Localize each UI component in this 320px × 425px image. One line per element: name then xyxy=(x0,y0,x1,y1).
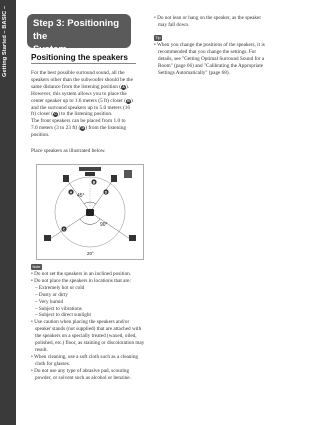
tv-icon xyxy=(79,167,101,171)
angle-label-20: 20° xyxy=(87,251,94,256)
front-right-speaker-icon xyxy=(111,175,117,182)
note-subitem: – Subject to direct sunlight xyxy=(35,312,91,319)
note-item-cont: may fall down. xyxy=(158,21,190,28)
diagram-marker-a xyxy=(68,189,73,194)
section-title: Positioning the speakers xyxy=(31,53,128,62)
step-heading-line2: System xyxy=(33,44,67,55)
marker-a: A xyxy=(122,84,125,89)
svg-text:B: B xyxy=(92,180,96,185)
intro-paragraph xyxy=(31,70,141,139)
note-subitem: – Subject to vibrations xyxy=(35,305,82,312)
angle-label-90: 90° xyxy=(100,222,108,228)
marker-b: B xyxy=(127,98,130,103)
center-speaker-icon xyxy=(85,172,95,176)
marker-c: C xyxy=(54,112,57,117)
tips-list xyxy=(154,42,287,77)
intro-line: The front speakers can be placed from 1.0 to xyxy=(31,118,126,125)
note-item: • Use caution when placing the speakers and/or xyxy=(31,319,130,326)
tip-item-cont: details, see "Getting Optimal Surround Sound for a xyxy=(158,55,265,62)
subwoofer-icon xyxy=(124,170,132,178)
svg-text:A: A xyxy=(69,190,73,195)
intro-line: center speaker up to 1.6 meters (5 ft) closer (B) xyxy=(31,97,133,104)
side-tab xyxy=(0,0,16,425)
surround-right-speaker-icon xyxy=(129,235,136,241)
side-tab-label: Getting Started – BASIC – xyxy=(2,6,8,78)
svg-text:C: C xyxy=(62,227,66,232)
tip-item: • When you change the positions of the speakers, it is xyxy=(154,42,265,48)
intro-line: position. xyxy=(31,132,50,139)
note-subitem: – Very humid xyxy=(35,298,64,305)
intro-line: same distance from the listening position (A). xyxy=(31,83,130,90)
note-item-cont: polished, etc.) floor, as staining or discoloration may xyxy=(35,340,145,347)
front-left-speaker-icon xyxy=(63,175,69,182)
note-item-cont: result. xyxy=(35,346,48,353)
place-text: Place speakers as illustrated below. xyxy=(31,148,106,154)
step-heading xyxy=(27,14,131,55)
marker-d: D xyxy=(81,126,85,131)
speaker-placement-diagram xyxy=(36,164,144,260)
note-item-cont: the speakers on a specially treated (waxed, oiled, xyxy=(35,333,137,340)
intro-line: For the best possible surround sound, all the xyxy=(31,70,125,76)
note-item: • Do not use any type of abrasive pad, scouring xyxy=(31,367,130,374)
tip-label: Tip xyxy=(155,36,161,40)
intro-line: and the surround speakers up to 5.0 meters (16 xyxy=(31,104,130,111)
note-item-cont: speaker stands (not supplied) that are attached with xyxy=(35,326,142,333)
note-item: • When cleaning, use a soft cloth such as a cleaning xyxy=(31,353,139,360)
surround-left-speaker-icon xyxy=(44,235,51,241)
intro-line: speakers other than the subwoofer should be the xyxy=(31,76,133,83)
note-subitem: – Extremely hot or cold xyxy=(35,284,85,291)
diagram-marker-d xyxy=(103,189,108,194)
svg-text:D: D xyxy=(104,190,108,195)
step-heading-line1: Step 3: Positioning the xyxy=(33,18,120,42)
notes-list xyxy=(31,271,143,382)
diagram-marker-c xyxy=(61,226,66,231)
intro-line: ft) closer (C) to the listening position. xyxy=(31,111,113,118)
intro-line: However, this system allows you to place the xyxy=(31,90,127,97)
tip-item-cont: recommended that you change the settings. For xyxy=(158,48,257,55)
note-label: Note xyxy=(32,265,41,269)
note-item-cont: cloth for glasses. xyxy=(35,360,71,367)
note-item: • Do not place the speakers in locations that are: xyxy=(31,277,131,284)
right-note-continued xyxy=(154,15,287,29)
note-subitem: – Dusty or dirty xyxy=(35,291,68,298)
intro-line: 7.0 meters (3 to 23 ft) (D) from the listening xyxy=(31,125,127,132)
diagram-marker-b xyxy=(91,179,96,184)
note-item: • Do not lean or hang on the speaker, as the speaker xyxy=(154,15,262,21)
tip-item-cont: Room" (page 66) and "Calibrating the Appropriate xyxy=(158,62,264,69)
note-item: • Do not set the speakers in an inclined position. xyxy=(31,271,132,277)
section-rule xyxy=(31,63,136,64)
note-item-cont: powder, or solvent such as alcohol or benzine. xyxy=(35,374,131,381)
angle-label-45: 45° xyxy=(77,193,85,199)
listener-icon xyxy=(86,209,94,216)
tip-item-cont: Settings Automatically" (page 68). xyxy=(158,69,230,76)
